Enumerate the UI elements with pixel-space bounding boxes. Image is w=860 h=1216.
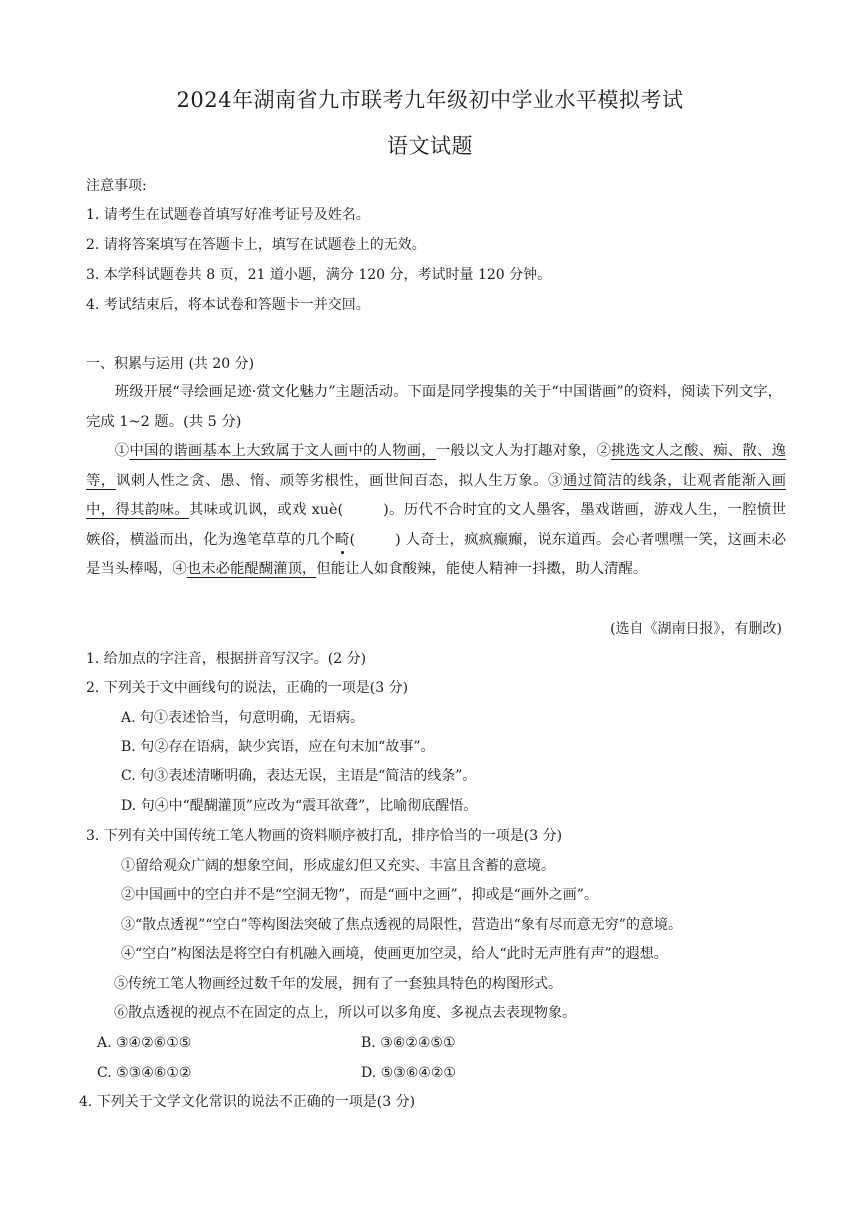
question-3-item: ①留给观众广阔的想象空间，形成虚幻但又充实、丰富且含蓄的意境。: [121, 858, 555, 874]
notice-item: 4. 考试结束后，将本试卷和答题卡一并交回。: [86, 297, 370, 313]
question-3-item: ⑤传统工笔人物画经过数千年的发展，拥有了一套独具特色的构图形式。: [114, 976, 562, 992]
underlined-sentence-2: 挑选文人之酸、痴、散、逸等，: [86, 443, 786, 489]
question-2-option-b[interactable]: B. 句②存在语病，缺少宾语，应在句末加“故事”。: [121, 739, 435, 755]
exam-subtitle: 语文试题: [387, 134, 473, 158]
underlined-sentence-4: 也未必能醍醐灌顶，: [186, 561, 317, 577]
question-3-item: ③“散点透视”“空白”等构图法突破了焦点透视的局限性，营造出“象有尽而意无穷”的意境。: [121, 917, 682, 933]
question-4-stem: 4. 下列关于文学文化常识的说法不正确的一项是(3 分): [79, 1094, 416, 1110]
question-1: 1. 给加点的字注音，根据拼音写汉字。(2 分): [86, 651, 367, 667]
notice-item: 3. 本学科试题卷共 8 页，21 道小题，满分 120 分，考试时量 120 分钟。: [86, 267, 552, 283]
question-3-option-a[interactable]: A. ③④②⑥①⑤: [97, 1035, 192, 1051]
question-3-item: ②中国画中的空白并不是“空洞无物”，而是“画中之画”，抑或是“画外之画”。: [121, 887, 598, 903]
notice-item: 2. 请将答案填写在答题卡上，填写在试题卷上的无效。: [86, 237, 426, 253]
notice-item: 1. 请考生在试题卷首填写好准考证号及姓名。: [86, 207, 370, 223]
sentence-marker: ①: [114, 443, 130, 459]
question-3-stem: 3. 下列有关中国传统工笔人物画的资料顺序被打乱，排序恰当的一项是(3 分): [86, 828, 563, 844]
section-heading: 一、积累与运用 (共 20 分): [86, 356, 255, 372]
exam-title: 2024年湖南省九市联考九年级初中学业水平模拟考试: [176, 88, 684, 112]
underlined-sentence-3: 通过简洁的线条，让观者能渐入画中，得其韵味。: [86, 472, 786, 518]
question-2-option-d[interactable]: D. 句④中“醍醐灌顶”应改为“震耳欲聋”，比喻彻底醒悟。: [121, 798, 478, 814]
dotted-character: 畸: [334, 531, 350, 548]
sentence-marker: ②: [596, 443, 612, 459]
reading-passage: ①中国的谐画基本上大致属于文人画中的人物画，一般以文人为打趣对象，②挑选文人之酸、痴、散、逸等，讽刺人性之贪、愚、惰、顽等劣根性，画世间百态，拟人生万象。③通过简洁的线条，让观者能渐入画中，得其韵味。其味或讥讽，或戏 xuè( )。历代不合时宜的文人墨客，墨戏谐画，游戏人生，一腔愤世嫉俗，横溢而出，化为逸笔草草的几个畸( ) 人奇士，疯疯癫癫，说东道西。会心者嘿嘿一笑，这画未必是当头棒喝，④也未必能醍醐灌顶，但能让人如食酸辣，能使人精神一抖擞，助人清醒。: [86, 443, 786, 577]
question-3-item: ④“空白”构图法是将空白有机融入画境，使画更加空灵，给人“此时无声胜有声”的遐想。: [121, 946, 668, 962]
question-3-option-d[interactable]: D. ⑤③⑥④②①: [361, 1065, 456, 1081]
question-2-stem: 2. 下列关于文中画线句的说法，正确的一项是(3 分): [86, 680, 409, 696]
question-3-item: ⑥散点透视的视点不在固定的点上，所以可以多角度、多视点去表现物象。: [114, 1005, 576, 1021]
question-3-option-c[interactable]: C. ⑤③④⑥①②: [97, 1065, 192, 1081]
question-2-option-a[interactable]: A. 句①表述恰当，句意明确，无语病。: [121, 710, 365, 726]
question-2-option-c[interactable]: C. 句③表述清晰明确，表达无误，主语是“简洁的线条”。: [121, 768, 477, 784]
sentence-marker: ④: [172, 561, 187, 577]
source-note: (选自《湖南日报》，有删改): [610, 621, 782, 637]
underlined-sentence-1: 中国的谐画基本上大致属于文人画中的人物画，: [129, 443, 436, 459]
question-3-option-b[interactable]: B. ③⑥②④⑤①: [361, 1035, 456, 1051]
section-intro: 班级开展“寻绘画足迹·赏文化魅力”主题活动。下面是同学搜集的关于“中国谐画”的资料，阅读下列文字，完成 1~2 题。(共 5 分): [86, 384, 782, 430]
sentence-marker: ③: [548, 472, 563, 489]
notice-heading: 注意事项:: [86, 178, 147, 194]
